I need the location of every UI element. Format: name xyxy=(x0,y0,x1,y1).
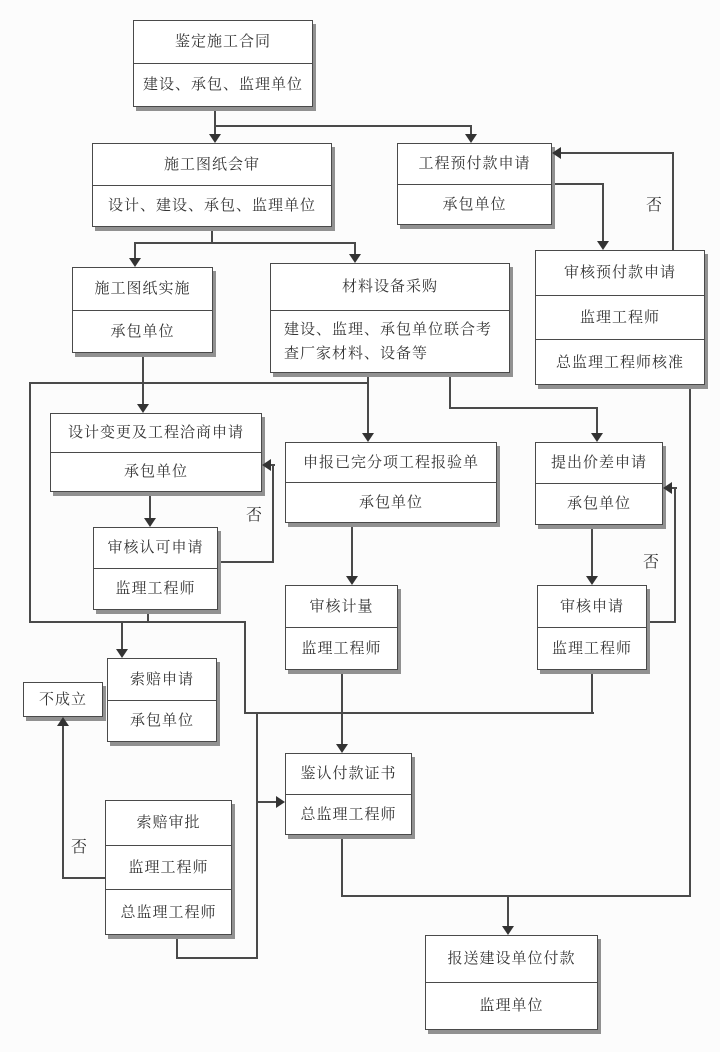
connector-line xyxy=(244,621,246,714)
node-role: 监理单位 xyxy=(426,982,597,1029)
flow-node-not-established xyxy=(23,682,103,717)
connector-line xyxy=(176,957,258,959)
connector-line xyxy=(256,712,258,959)
edge-label-no-design-change: 否 xyxy=(246,505,263,524)
arrowhead-down-icon xyxy=(129,258,141,267)
node-role: 承包单位 xyxy=(536,483,662,524)
node-title: 鉴定施工合同 xyxy=(174,32,271,51)
flow-node-metering xyxy=(285,585,398,670)
node-role: 承包单位 xyxy=(108,700,216,742)
node-title: 设计变更及工程洽商申请 xyxy=(67,423,244,442)
node-role: 设计、建设、承包、监理单位 xyxy=(93,185,331,227)
node-title: 审核申请 xyxy=(559,596,624,615)
node-role: 监理工程师 xyxy=(538,627,646,669)
flow-node-completed-report xyxy=(285,442,497,523)
node-title: 审核计量 xyxy=(309,596,374,615)
flow-node-claim-approval xyxy=(105,800,232,935)
flow-node-apply-review xyxy=(537,585,647,670)
node-title: 申报已完分项工程报验单 xyxy=(302,452,479,471)
flow-node-material xyxy=(270,263,510,373)
node-role: 建设、承包、监理单位 xyxy=(134,63,312,106)
connector-line xyxy=(29,382,31,623)
arrowhead-down-icon xyxy=(502,926,514,935)
connector-line xyxy=(341,670,343,747)
node-role2: 总监理工程师核准 xyxy=(536,339,704,384)
arrowhead-down-icon xyxy=(209,134,221,143)
connector-line xyxy=(214,125,472,127)
node-role: 承包单位 xyxy=(73,310,212,353)
connector-line xyxy=(341,895,691,897)
connector-line xyxy=(142,353,144,407)
flow-node-prepay-review xyxy=(535,250,705,385)
node-role: 监理工程师 xyxy=(286,627,397,669)
edge-label-no-prepay: 否 xyxy=(646,195,663,214)
node-role: 建设、监理、承包单位联合考查厂家材料、设备等 xyxy=(271,310,509,372)
connector-line xyxy=(591,525,593,579)
arrowhead-down-icon xyxy=(116,649,128,658)
node-role: 承包单位 xyxy=(398,184,551,225)
flow-node-approve-confirm xyxy=(93,527,218,610)
edge-label-no-claim: 否 xyxy=(71,837,88,856)
arrowhead-down-icon xyxy=(586,576,598,585)
connector-line xyxy=(552,183,604,185)
arrowhead-left-icon xyxy=(552,147,561,159)
connector-line xyxy=(29,382,369,384)
connector-line xyxy=(62,723,64,879)
node-title: 不成立 xyxy=(38,689,87,708)
node-role: 监理工程师 xyxy=(106,845,231,890)
connector-line xyxy=(449,373,451,409)
node-title: 施工图纸会审 xyxy=(163,154,260,173)
node-title: 材料设备采购 xyxy=(341,277,438,296)
arrowhead-down-icon xyxy=(362,433,374,442)
flow-node-price-diff xyxy=(535,442,663,525)
arrowhead-down-icon xyxy=(336,744,348,753)
connector-line xyxy=(29,621,246,623)
node-title: 索赔审批 xyxy=(136,813,201,832)
arrowhead-left-icon xyxy=(663,482,672,494)
node-title: 提出价差申请 xyxy=(550,453,647,472)
connector-line xyxy=(256,801,278,803)
connector-line xyxy=(591,668,593,714)
connector-line xyxy=(272,464,274,563)
node-title: 施工图纸实施 xyxy=(94,279,191,298)
connector-line xyxy=(674,487,676,623)
arrowhead-down-icon xyxy=(137,404,149,413)
connector-line xyxy=(646,621,676,623)
connector-line xyxy=(214,107,216,137)
node-role: 总监理工程师 xyxy=(286,794,411,835)
arrowhead-up-icon xyxy=(57,717,69,726)
flow-node-design-change xyxy=(50,413,262,492)
node-title: 报送建设单位付款 xyxy=(447,949,576,968)
connector-line xyxy=(218,561,274,563)
connector-line xyxy=(121,621,123,652)
flow-node-submit-pay xyxy=(425,935,598,1030)
arrowhead-left-icon xyxy=(262,459,271,471)
connector-line xyxy=(559,152,673,154)
flow-node-claim-apply xyxy=(107,658,217,742)
edge-label-no-price-diff: 否 xyxy=(643,552,660,571)
arrowhead-down-icon xyxy=(591,433,603,442)
arrowhead-right-icon xyxy=(276,796,285,808)
connector-line xyxy=(507,895,509,929)
arrowhead-down-icon xyxy=(597,241,609,250)
flow-node-drawing-impl xyxy=(72,267,213,353)
node-role: 承包单位 xyxy=(51,452,261,491)
node-role: 监理工程师 xyxy=(536,295,704,340)
node-role2: 总监理工程师 xyxy=(106,889,231,934)
connector-line xyxy=(62,877,107,879)
flow-node-contract xyxy=(133,20,313,107)
connector-line xyxy=(449,407,598,409)
node-title: 工程预付款申请 xyxy=(418,154,531,173)
connector-line xyxy=(689,385,691,897)
node-role: 承包单位 xyxy=(286,482,496,522)
flow-node-prepay-apply xyxy=(397,143,552,225)
connector-line xyxy=(149,492,151,521)
node-title: 鉴认付款证书 xyxy=(300,764,397,783)
connector-line xyxy=(672,152,674,250)
node-title: 审核认可申请 xyxy=(107,538,204,557)
flow-node-drawing-review xyxy=(92,143,332,227)
flow-node-pay-cert xyxy=(285,753,412,835)
connector-line xyxy=(602,183,604,243)
connector-line xyxy=(134,242,356,244)
connector-line xyxy=(596,407,598,436)
connector-line xyxy=(341,835,343,897)
arrowhead-down-icon xyxy=(465,134,477,143)
arrowhead-down-icon xyxy=(346,576,358,585)
node-title: 索赔申请 xyxy=(129,669,194,688)
arrowhead-down-icon xyxy=(144,518,156,527)
node-role: 监理工程师 xyxy=(94,568,217,609)
node-title: 审核预付款申请 xyxy=(563,263,676,282)
arrowhead-down-icon xyxy=(349,254,361,263)
connector-line xyxy=(351,523,353,579)
connector-line xyxy=(244,712,594,714)
